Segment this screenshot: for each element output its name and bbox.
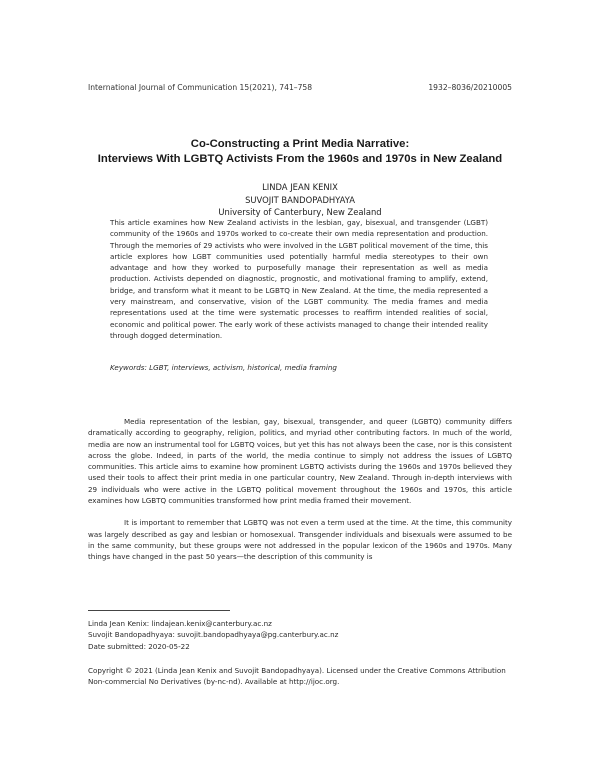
footnote-author-2-email: Suvojit Bandopadhyaya: suvojit.bandopadhyaya@pg.canterbury.ac.nz	[88, 630, 339, 640]
title-line-2: Interviews With LGBTQ Activists From the 1960s and 1970s in New Zealand	[97, 153, 503, 165]
keywords: Keywords: LGBT, interviews, activism, historical, media framing	[110, 363, 337, 372]
author-name-2: SUVOJIT BANDOPADHYAYA	[245, 194, 355, 205]
journal-citation: International Journal of Communication 15(2021), 741–758	[88, 83, 313, 92]
footnote-divider	[88, 610, 230, 611]
body-paragraph-2: It is important to remember that LGBTQ was not even a term used at the time. At the time, this community was largely described as gay and lesbian or homosexual. Transgender individuals and bisexuals were assumed to be in the same community, but these groups were not addressed in the popular lexicon of the 1960s and 1970s. Many things have changed in the past 50 years—the description of this community is	[88, 518, 512, 562]
author-block	[60, 181, 540, 219]
issn-code: 1932–8036/20210005	[428, 83, 512, 92]
footnotes	[88, 618, 512, 652]
running-header	[88, 83, 512, 92]
abstract: This article examines how New Zealand activists in the lesbian, gay, bisexual, and transgender (LGBT) community of the 1960s and 1970s worked to co-create their own media representation and production. Through the memories of 29 activists who were involved in the LGBT political movement of the time, this article explores how LGBT communities used potentially harmful media stereotypes to their own advantage and how they worked to purposefully manage their representation as well as media production. Activists depended on diagnostic, prognostic, and motivational framing to amplify, extend, bridge, and transform what it meant to be LGBTQ in New Zealand. At the time, the media represented a very mainstream, and conservative, vision of the LGBT community. The media frames and media representations used at the time were systematic processes to reaffirm intended realities of social, economic and political power. The early work of these activists managed to change their intended reality through dogged determination.	[110, 218, 488, 340]
article-title	[60, 137, 540, 167]
title-line-1: Co-Constructing a Print Media Narrative:	[190, 138, 410, 150]
author-name-1: LINDA JEAN KENIX	[262, 182, 338, 192]
author-affiliation: University of Canterbury, New Zealand	[218, 207, 382, 217]
copyright-notice: Copyright © 2021 (Linda Jean Kenix and Suvojit Bandopadhyaya). Licensed under the Creative Commons Attribution Non-commercial No Derivatives (by-nc-nd). Available at http://ijoc.org.	[88, 666, 506, 687]
footnote-author-1-email: Linda Jean Kenix: lindajean.kenix@canterbury.ac.nz	[88, 619, 272, 628]
footnote-date-submitted: Date submitted: 2020-05-22	[88, 641, 190, 651]
body-text	[88, 416, 512, 574]
body-paragraph-1: Media representation of the lesbian, gay, bisexual, transgender, and queer (LGBTQ) community differs dramatically according to geography, religion, politics, and myriad other contributing factors. In much of the world, media are now an instrumental tool for LGBTQ voices, but yet this has not always been the case, nor is this consistent across the globe. Indeed, in parts of the world, the media continue to simply not address the issues of LGBTQ communities. This article aims to examine how prominent LGBTQ activists during the 1960s and 1970s believed they used their tools to affect their print media in one particular country, New Zealand. Through in-depth interviews with 29 individuals who were active in the LGBTQ political movement throughout the 1960s and 1970s, this article examines how LGBTQ communities transformed how print media framed their movement.	[88, 417, 512, 506]
